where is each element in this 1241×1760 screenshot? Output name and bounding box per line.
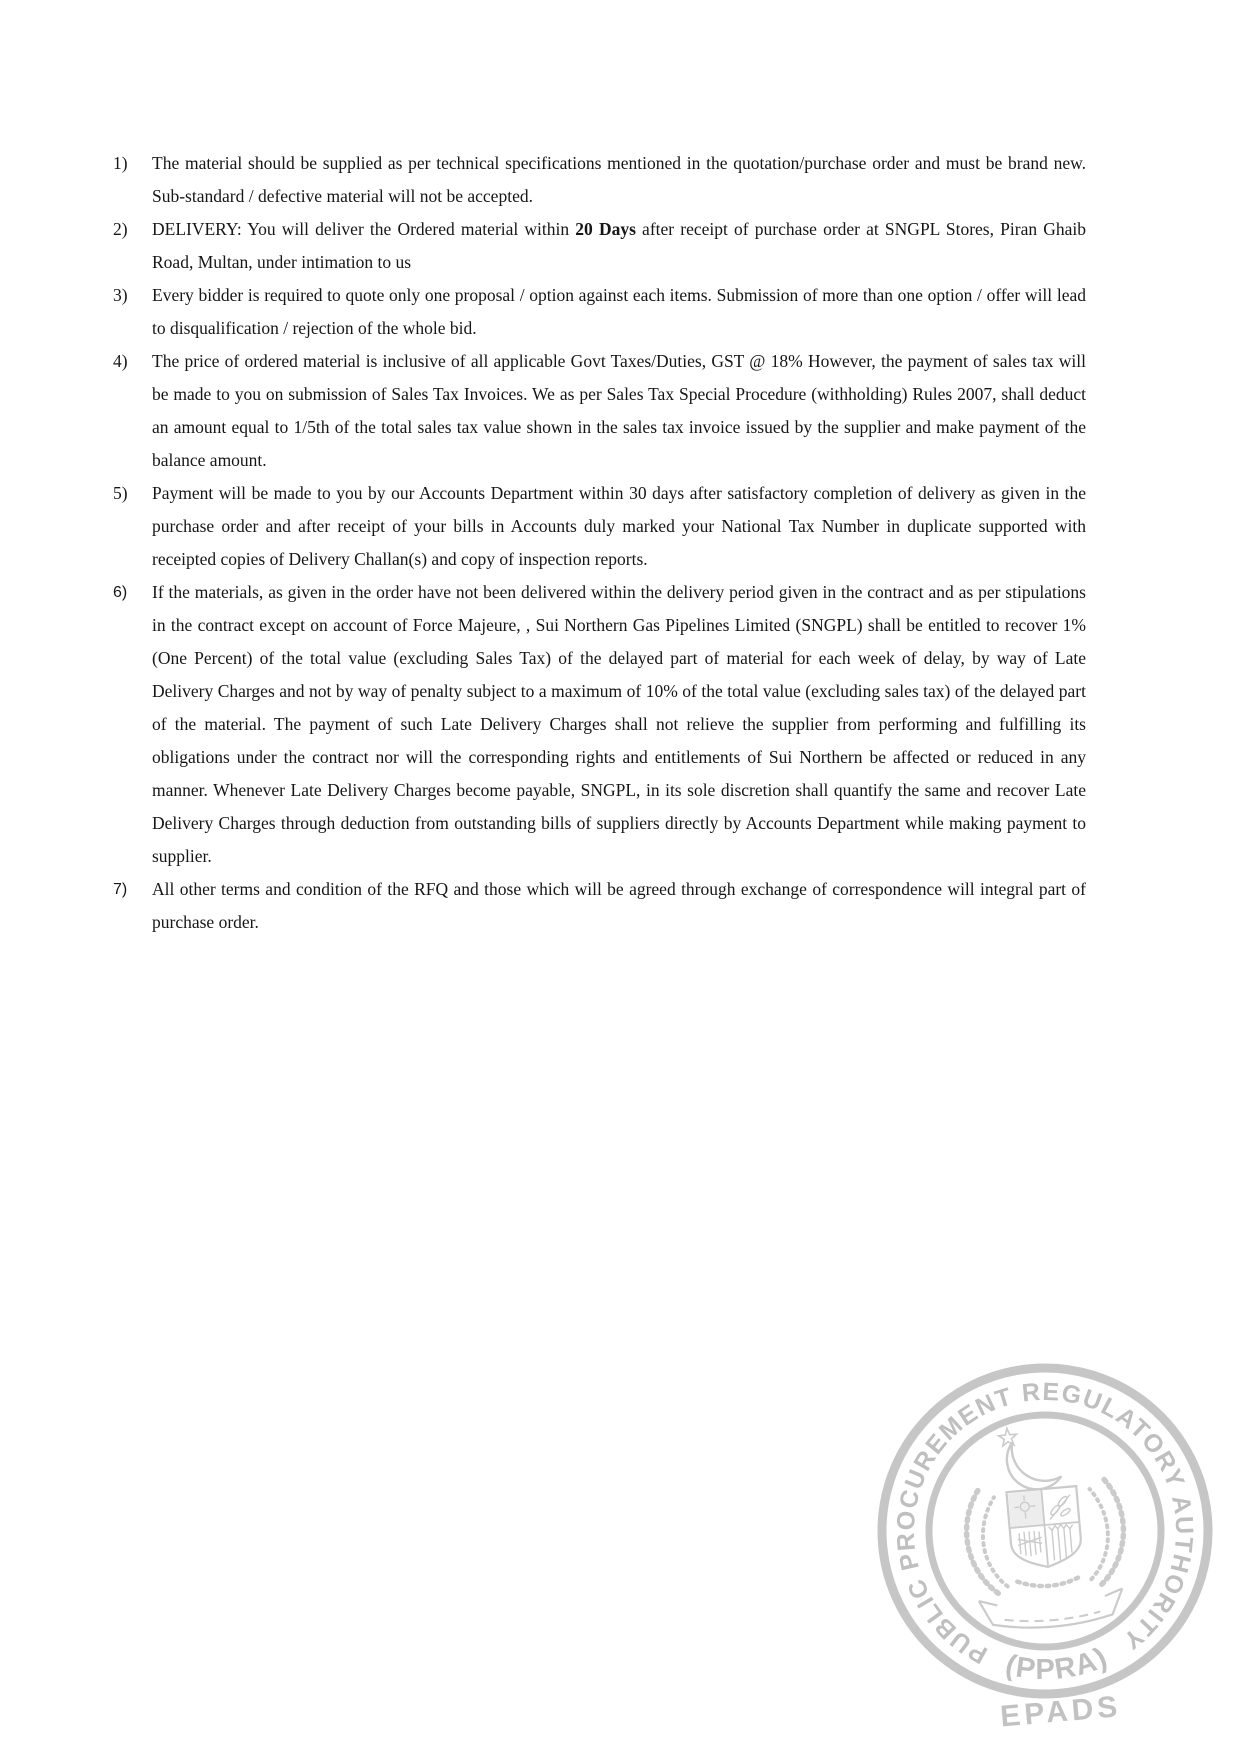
text-run: DELIVERY: You will deliver the Ordered material within bbox=[152, 219, 576, 239]
text-run: The material should be supplied as per technical specifications mentioned in the quotation/purchase order and must be brand new. Sub-standard / defective material will not be accepted. bbox=[152, 153, 1086, 206]
text-run: The price of ordered material is inclusive of all applicable Govt Taxes/Duties, GST @ 18% However, the payment of sales tax will be made to you on submission of Sales Tax Invoices. We as per Sales Tax Special Procedure (withholding) Rules 2007, shall deduct an amount equal to 1/5th of the total sales tax value shown in the sales tax invoice issued by the supplier and make payment of the balance amount. bbox=[152, 351, 1086, 470]
text-run: Every bidder is required to quote only one proposal / option against each items. Submission of more than one option / offer will lead to disqualification / rejection of the whole bid. bbox=[152, 285, 1086, 338]
seal-ring-text: PUBLIC PROCUREMENT REGULATORY AUTHORITY bbox=[891, 1377, 1199, 1670]
term-item-text bbox=[152, 285, 1086, 338]
term-item-number: 7) bbox=[113, 881, 128, 898]
epads-watermark-text: EPADS bbox=[999, 1690, 1123, 1734]
term-item bbox=[113, 213, 1086, 279]
term-item bbox=[113, 477, 1086, 576]
ppra-seal-icon bbox=[845, 1331, 1241, 1755]
term-item bbox=[113, 345, 1086, 477]
seal-ppra-text: (PPRA) bbox=[1002, 1641, 1113, 1687]
term-item bbox=[113, 279, 1086, 345]
ppra-watermark-seal bbox=[845, 1331, 1241, 1755]
term-item-number: 2) bbox=[113, 219, 128, 239]
term-item bbox=[113, 147, 1086, 213]
term-item bbox=[113, 576, 1086, 873]
term-item-text bbox=[152, 219, 1086, 272]
term-item-text bbox=[152, 351, 1086, 470]
term-item-text bbox=[152, 153, 1086, 206]
term-item-text bbox=[152, 582, 1086, 866]
term-item-number: 1) bbox=[113, 153, 128, 173]
text-run: All other terms and condition of the RFQ and those which will be agreed through exchange of correspondence will integral part of purchase order. bbox=[152, 879, 1086, 932]
term-item-text bbox=[152, 483, 1086, 569]
star-icon bbox=[998, 1428, 1017, 1447]
term-item bbox=[113, 873, 1086, 939]
terms-list bbox=[113, 147, 1086, 939]
term-item-number: 6) bbox=[113, 584, 128, 601]
term-item-number: 5) bbox=[113, 483, 128, 503]
crescent-icon bbox=[1005, 1439, 1062, 1492]
term-item-number: 3) bbox=[113, 285, 128, 305]
ribbon-icon bbox=[979, 1588, 1125, 1632]
text-run: after receipt of purchase order at SNGPL Stores, Piran Ghaib Road, Multan, under intimation to us bbox=[152, 219, 1087, 272]
term-item-text bbox=[152, 879, 1086, 932]
text-run: If the materials, as given in the order have not been delivered within the delivery period given in the contract and as per stipulations in the contract except on account of Force Majeure, , Sui Northern Gas Pipelines Limited (SNGPL) shall be entitled to recover 1% (One Percent) of the total value (excluding Sales Tax) of the delayed part of material for each week of delay, by way of Late Delivery Charges and not by way of penalty subject to a maximum of 10% of the total value (excluding sales tax) of the delayed part of the material. The payment of such Late Delivery Charges shall not relieve the supplier from performing and fulfilling its obligations under the contract nor will the corresponding rights and entitlements of Sui Northern be affected or reduced in any manner. Whenever Late Delivery Charges become payable, SNGPL, in its sole discretion shall quantify the same and recover Late Delivery Charges through deduction from outstanding bills of suppliers directly by Accounts Department while making payment to supplier. bbox=[152, 582, 1086, 866]
bold-text-run: 20 Days bbox=[575, 219, 636, 239]
pakistan-emblem-icon bbox=[958, 1419, 1132, 1633]
text-run: Payment will be made to you by our Accounts Department within 30 days after satisfactory completion of delivery as given in the purchase order and after receipt of your bills in Accounts duly marked your National Tax Number in duplicate supported with receipted copies of Delivery Challan(s) and copy of inspection reports. bbox=[152, 483, 1086, 569]
term-item-number: 4) bbox=[113, 351, 128, 371]
